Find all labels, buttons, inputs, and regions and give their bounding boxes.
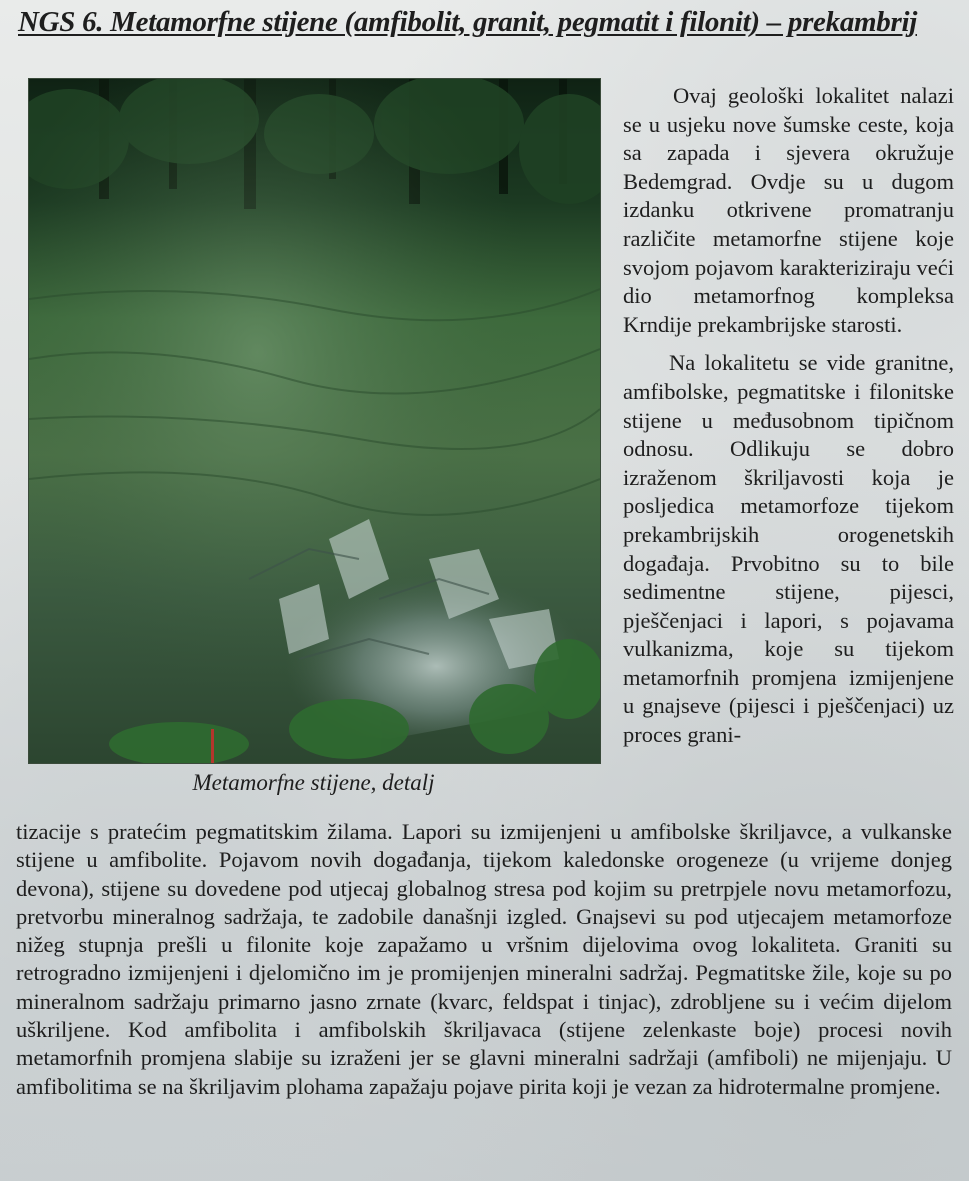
photo-illustration (29, 79, 600, 763)
paragraph-rocks-start: Na lokalitetu se vide granitne, amfibolske, pegmatitske i filonitske stijene u međusobnom tipičnom odnosu. Odlikuju se dobro izraženom škriljavosti koja je posljedica metamorfoze tijekom prekambrijskih orogenetskih događaja. Prvobitno su to bile sedimentne stijene, pijesci, pješčenjaci i lapori, s pojavama vulkanizma, koje su tijekom metamorfnih promjena izmijenjene u gnajseve (pijesci i pješčenjaci) uz proces grani- (623, 350, 954, 748)
paragraph-rocks-continued: tizacije s pratećim pegmatitskim žilama. Lapori su izmijenjeni u amfibolske škriljavce, a vulkanske stijene u amfibolite. Pojavom novih događanja, tijekom kaledonske orogeneze (u vrijeme donjeg devona), stijene su dovedene pod utjecaj globalnog stresa pod kojim su pretrpjele novu metamorfozu, pretvorbu mineralnog sadržaja, te zadobile današnji izgled. Gnajsevi su pod utjecajem metamorfoze nižeg stupnja prešli u filonite koje zapažamo u vršnim dijelovima ovog lokaliteta. Graniti su retrogradno izmijenjeni i djelomično im je promijenjen mineralni sadržaj. Pegmatitske žile, koje su po mineralnom sadržaju primarno jasno zrnate (kvarc, feldspat i tinjac), zdrobljene su i većim dijelom uškriljene. Kod amfibolita i amfibolskih škriljavaca (stijene zelenkaste boje) procesi novih metamorfnih promjena slabije su izraženi jer se glavni mineralni sadržaji (amfiboli) ne mijenjaju. U amfibolitima se na škriljavim plohama zapažaju pojave pirita koji je vezan za hidrotermalne promjene. (16, 819, 952, 1099)
bottom-text-block (16, 818, 952, 1101)
right-column-text (623, 82, 954, 750)
page-title: NGS 6. Metamorfne stijene (amfibolit, granit, pegmatit i filonit) – prekambrij (18, 6, 917, 38)
photo-caption: Metamorfne stijene, detalj (192, 770, 435, 795)
rock-outcrop-photo (28, 78, 601, 764)
paragraph-intro: Ovaj geološki lokalitet nalazi se u usjeku nove šumske ceste, koja sa zapada i sjevera okružuje Bedemgrad. Ovdje su u dugom izdanku otkrivene promatranju različite metamorfne stijene koje svojom pojavom karakteriziraju veći dio metamorfnog kompleksa Krndije prekambrijske starosti. (623, 83, 954, 337)
